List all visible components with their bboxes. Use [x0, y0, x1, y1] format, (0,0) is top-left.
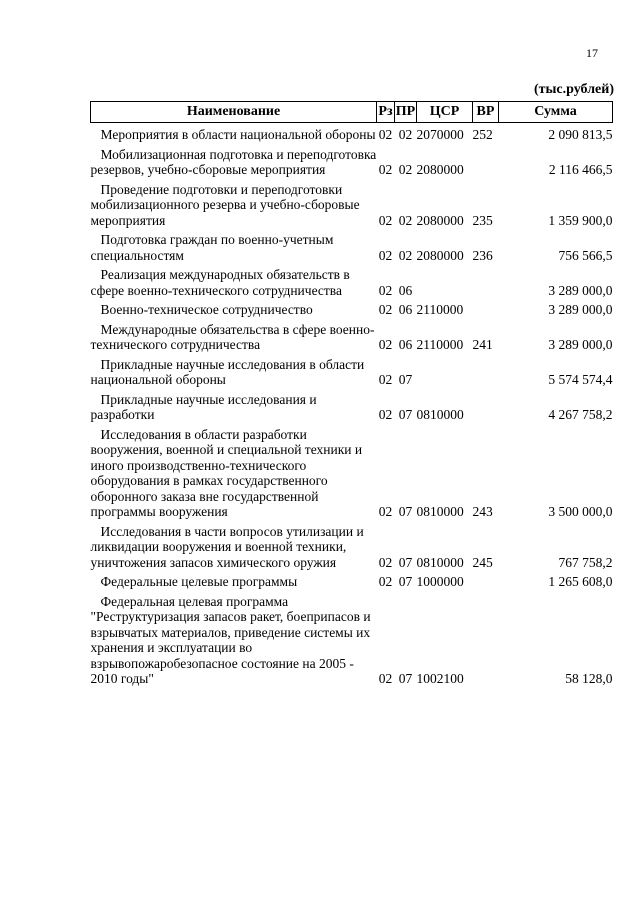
row-name: Мобилизационная подготовка и переподготовка резервов, учебно-сборовые мероприятия [90, 146, 377, 177]
row-csr [417, 353, 473, 388]
row-rz: 02 [378, 162, 393, 177]
row-vr [473, 570, 499, 590]
table-row [91, 388, 613, 423]
row-name: Прикладные научные исследования и разработки [90, 391, 317, 422]
row-csr [417, 263, 473, 298]
table-row [91, 590, 613, 687]
row-sum: 4 267 758,2 [548, 407, 613, 422]
row-vr: 252 [472, 127, 493, 142]
row-sum: 3 289 000,0 [548, 337, 613, 352]
row-rz: 02 [378, 372, 393, 387]
row-pr: 06 [398, 282, 413, 298]
row-sum: 756 566,5 [558, 247, 613, 263]
row-sum: 767 758,2 [558, 554, 613, 570]
row-vr [473, 353, 499, 388]
row-name: Федеральная целевая программа "Реструктуризация запасов ракет, боеприпасов и взрывчатых материалов, приведение системы их хранения и эксплуатации во взрывопожаробезопасное состояние на 2005 - 2010 годы" [90, 593, 371, 686]
row-csr: 2080000 [416, 247, 464, 263]
header-vr: ВР [473, 102, 499, 123]
row-sum: 3 289 000,0 [548, 282, 613, 298]
row-sum: 2 116 466,5 [548, 162, 613, 177]
table-row [91, 143, 613, 178]
row-csr: 0810000 [416, 407, 464, 422]
page-number: 17 [586, 46, 598, 60]
row-rz: 02 [378, 554, 393, 570]
table-row [91, 318, 613, 353]
row-pr: 07 [398, 372, 413, 387]
row-pr: 02 [398, 212, 413, 228]
row-name: Прикладные научные исследования в области национальной обороны [90, 356, 365, 387]
row-sum: 3 500 000,0 [548, 504, 613, 519]
row-name: Военно-техническое сотрудничество [100, 302, 313, 317]
row-vr: 245 [472, 554, 493, 570]
row-csr: 1002100 [416, 671, 464, 686]
row-csr: 2080000 [416, 212, 464, 228]
row-sum: 2 090 813,5 [548, 127, 613, 142]
row-csr: 2110000 [416, 302, 464, 317]
row-vr: 235 [472, 212, 493, 228]
header-csr: ЦСР [417, 102, 473, 123]
row-rz: 02 [378, 671, 393, 686]
row-pr: 07 [398, 407, 413, 422]
table-row [91, 178, 613, 229]
table-row [91, 298, 613, 318]
row-name: Мероприятия в области национальной обороны [100, 127, 376, 142]
row-name: Федеральные целевые программы [100, 574, 298, 589]
row-rz: 02 [378, 212, 393, 228]
row-name: Проведение подготовки и переподготовки мобилизационного резерва и учебно-сборовые мероприятия [90, 181, 360, 228]
row-sum: 5 574 574,4 [548, 372, 613, 387]
row-name: Подготовка граждан по военно-учетным специальностям [90, 232, 334, 263]
budget-table [90, 101, 613, 687]
row-sum: 1 265 608,0 [548, 574, 613, 589]
row-pr: 07 [398, 671, 413, 686]
row-csr: 0810000 [416, 554, 464, 570]
row-pr: 06 [398, 302, 413, 317]
row-pr: 02 [398, 162, 413, 177]
row-csr: 1000000 [416, 574, 464, 589]
row-pr: 02 [398, 127, 413, 142]
table-row [91, 228, 613, 263]
row-csr: 2110000 [416, 337, 464, 352]
row-rz: 02 [378, 127, 393, 142]
row-rz: 02 [378, 407, 393, 422]
table-row [91, 123, 613, 143]
table-row [91, 520, 613, 571]
row-rz: 02 [378, 337, 393, 352]
row-name: Исследования в части вопросов утилизации и ликвидации вооружения и военной техники, уничтожения запасов химического оружия [90, 523, 364, 570]
row-csr: 2080000 [416, 162, 464, 177]
header-sum: Сумма [499, 102, 613, 123]
row-sum: 3 289 000,0 [548, 302, 613, 317]
table-row [91, 423, 613, 520]
row-pr: 06 [398, 337, 413, 352]
row-pr: 02 [398, 247, 413, 263]
row-name: Исследования в области разработки вооружения, военной и специальной техники и иного производственно-технического оборудования в рамках государственного оборонного заказа вне государственной программы вооружения [90, 426, 363, 519]
table-header-row [91, 102, 613, 123]
row-name: Международные обязательства в сфере военно-технического сотрудничества [90, 321, 375, 352]
table-row [91, 570, 613, 590]
row-pr: 07 [398, 504, 413, 519]
row-rz: 02 [378, 574, 393, 589]
row-pr: 07 [398, 574, 413, 589]
row-vr [473, 388, 499, 423]
row-vr: 241 [472, 337, 493, 352]
row-pr: 07 [398, 554, 413, 570]
row-vr: 236 [472, 247, 493, 263]
row-vr [473, 590, 499, 687]
row-rz: 02 [378, 302, 393, 317]
row-sum: 58 128,0 [565, 671, 613, 686]
row-name: Реализация международных обязательств в сфере военно-технического сотрудничества [90, 267, 350, 298]
row-rz: 02 [378, 247, 393, 263]
header-pr: ПР [395, 102, 417, 123]
row-vr [473, 143, 499, 178]
row-csr: 0810000 [416, 504, 464, 519]
table-row [91, 263, 613, 298]
header-name: Наименование [91, 102, 377, 123]
row-sum: 1 359 900,0 [548, 212, 613, 228]
table-row [91, 353, 613, 388]
units-label: (тыс.рублей) [533, 82, 614, 97]
header-rz: Рз [377, 102, 395, 123]
row-rz: 02 [378, 504, 393, 519]
row-rz: 02 [378, 282, 393, 298]
row-vr: 243 [472, 504, 493, 519]
row-vr [473, 298, 499, 318]
row-csr: 2070000 [416, 127, 464, 142]
row-vr [473, 263, 499, 298]
